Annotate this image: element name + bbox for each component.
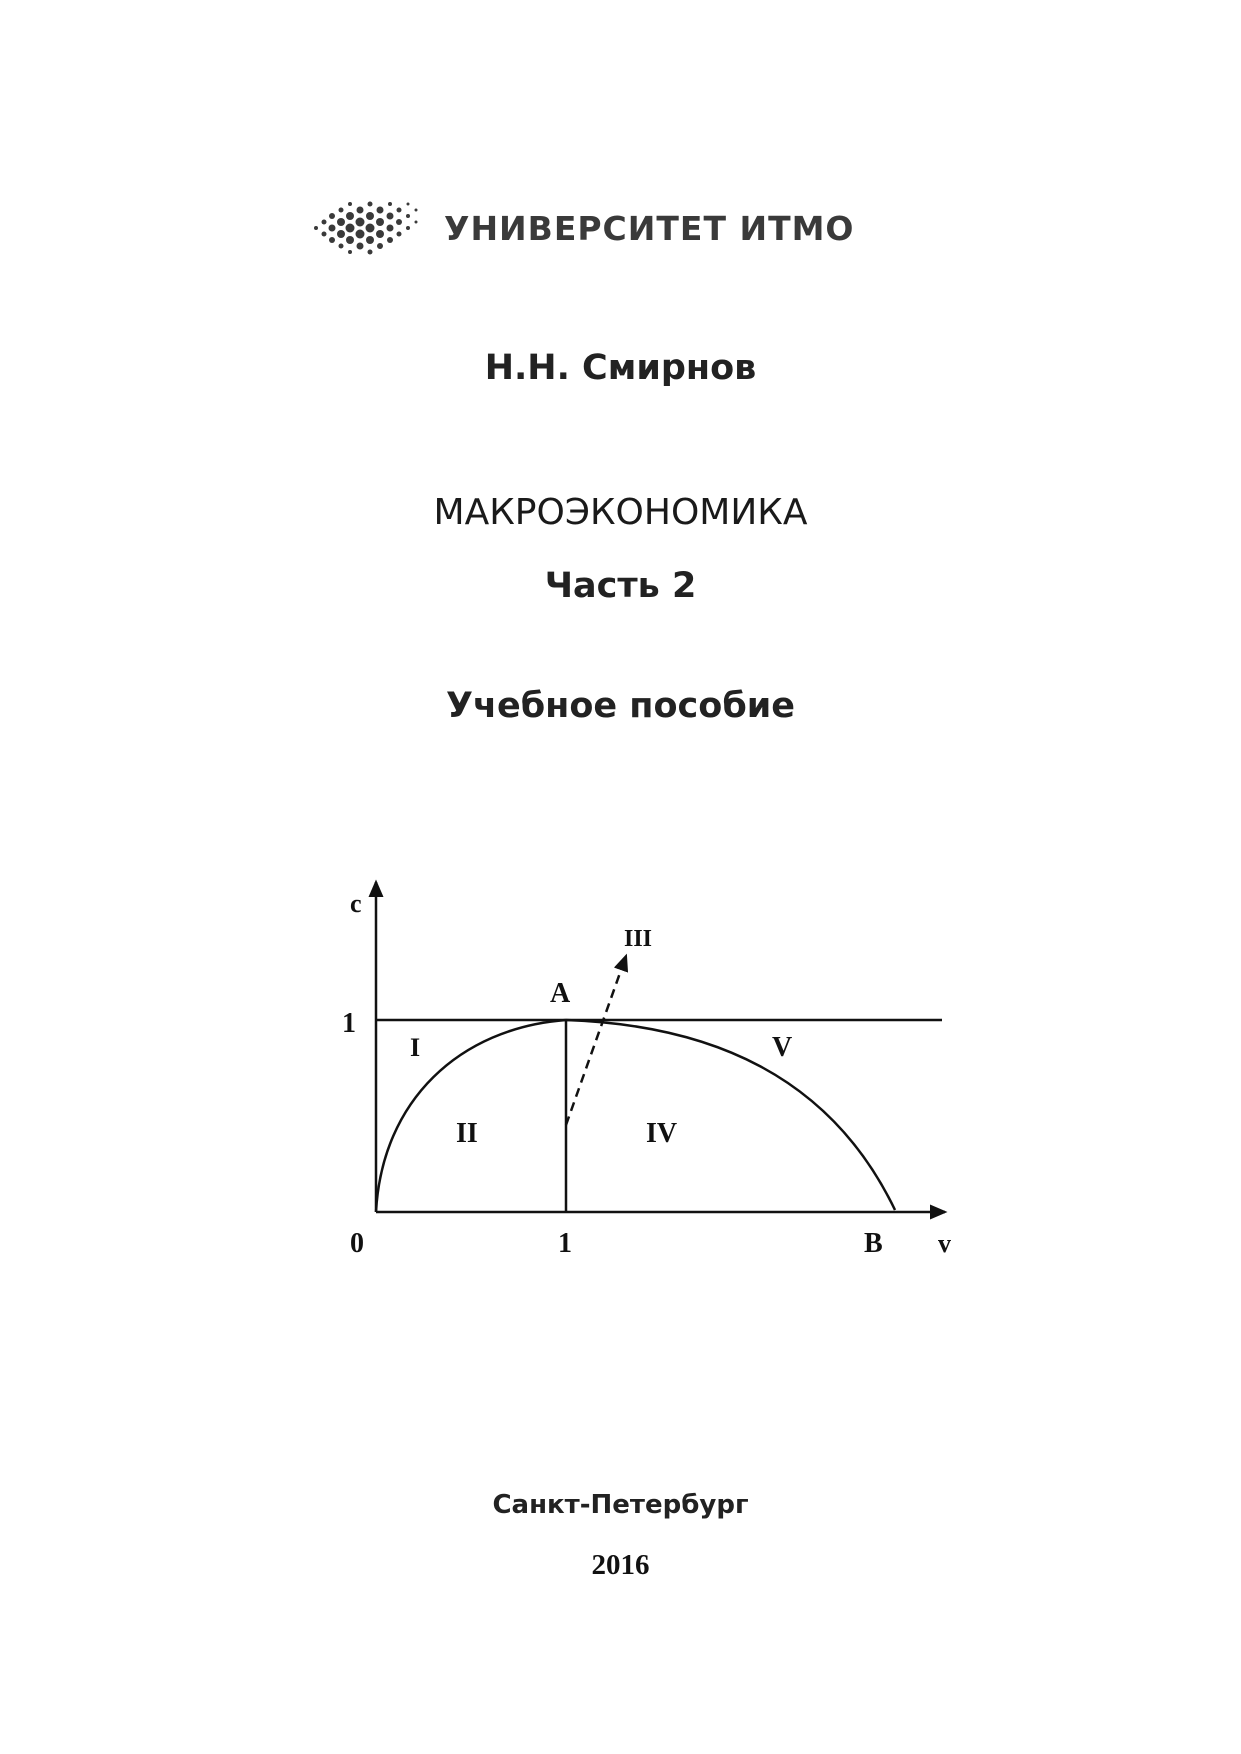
book-part: Часть 2: [544, 566, 697, 606]
curve-left: [376, 1020, 566, 1212]
region-label-3: III: [624, 926, 653, 952]
university-name: УНИВЕРСИТЕТ ИТМО: [444, 208, 855, 248]
economic-diagram: [330, 860, 970, 1280]
dashed-arrow: [566, 956, 626, 1125]
y-axis-label: c: [350, 889, 362, 918]
region-label-4: IV: [646, 1118, 678, 1149]
publication-city: Санкт-Петербург: [492, 1490, 749, 1520]
x-tick-label: 1: [558, 1228, 572, 1259]
point-a-label: A: [550, 978, 571, 1009]
region-label-2: II: [456, 1118, 478, 1149]
publication-year: 2016: [591, 1549, 650, 1581]
book-title: МАКРОЭКОНОМИКА: [433, 492, 808, 533]
y-tick-label: 1: [342, 1008, 356, 1039]
university-logo: [310, 198, 854, 258]
author-name: Н.Н. Смирнов: [484, 348, 757, 388]
x-axis-label: v: [938, 1229, 951, 1258]
b-label: B: [864, 1228, 883, 1259]
region-label-1: I: [410, 1033, 421, 1062]
curve-right: [566, 1020, 895, 1210]
book-subtitle: Учебное пособие: [445, 686, 796, 726]
region-label-5: V: [772, 1032, 793, 1063]
itmo-dots-icon: [310, 198, 426, 258]
origin-label: 0: [350, 1228, 364, 1259]
